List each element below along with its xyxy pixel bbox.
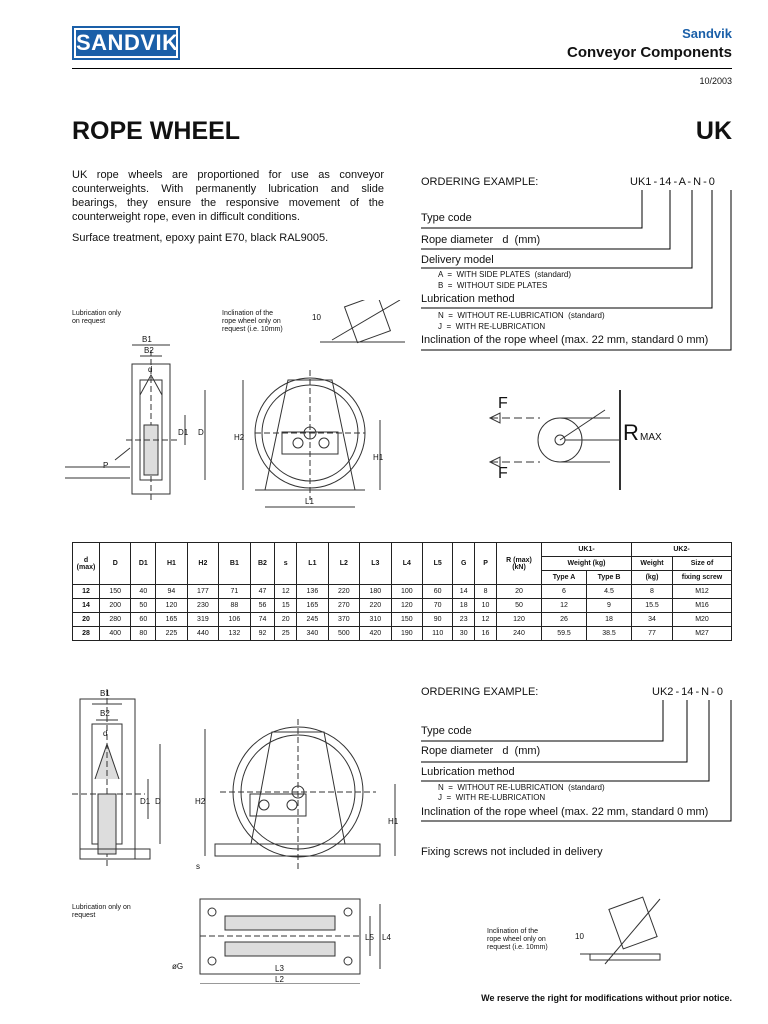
- ordering1-lub-j: J = WITH RE-LUBRICATION: [438, 322, 546, 331]
- ordering2-lub-n: N = WITHOUT RE-LUBRICATION (standard): [438, 783, 605, 792]
- table-cell: 18: [587, 613, 632, 627]
- table-cell: 120: [156, 599, 187, 613]
- table-cell: 80: [131, 627, 156, 641]
- table-cell: 25: [275, 627, 297, 641]
- dim-l3: L3: [275, 964, 284, 973]
- th-d-max: d (max): [73, 543, 100, 585]
- th-fixing-screw: fixing screw: [673, 571, 732, 585]
- ordering1-label: ORDERING EXAMPLE:: [421, 176, 539, 188]
- table-cell: 26: [542, 613, 587, 627]
- table-cell: 225: [156, 627, 187, 641]
- ordering1-rope-diameter: Rope diameter d (mm): [421, 234, 541, 246]
- table-cell: 190: [391, 627, 422, 641]
- table-cell: 319: [187, 613, 218, 627]
- drawing2-inclination-note: Inclination of the rope wheel only on request (i.e. 10mm): [487, 928, 548, 951]
- table-cell: 20: [73, 613, 100, 627]
- table-cell: 136: [297, 585, 328, 599]
- table-cell: M20: [673, 613, 732, 627]
- dim-h1-2: H1: [388, 817, 399, 826]
- table-cell: 220: [360, 599, 391, 613]
- table-header-row: [73, 543, 732, 557]
- dim-l5: L5: [365, 933, 374, 942]
- table-cell: 8: [632, 585, 673, 599]
- document-date: 10/2003: [699, 76, 732, 86]
- page-title: ROPE WHEEL: [72, 117, 241, 145]
- force-r: R: [623, 420, 639, 445]
- table-cell: 420: [360, 627, 391, 641]
- table-cell: 47: [250, 585, 275, 599]
- product-code: UK: [695, 117, 732, 145]
- table-cell: 14: [453, 585, 475, 599]
- table-cell: 4.5: [587, 585, 632, 599]
- table-cell: 77: [632, 627, 673, 641]
- table-cell: 74: [250, 613, 275, 627]
- table-cell: M27: [673, 627, 732, 641]
- table-cell: 177: [187, 585, 218, 599]
- table-cell: 12: [475, 613, 497, 627]
- ordering1-lub-n: N = WITHOUT RE-LUBRICATION (standard): [438, 311, 605, 320]
- ordering1-delivery-b: B = WITHOUT SIDE PLATES: [438, 281, 548, 290]
- table-cell: 120: [497, 613, 542, 627]
- table-cell: 9: [587, 599, 632, 613]
- table-cell: 30: [453, 627, 475, 641]
- dim-h2: H2: [234, 433, 245, 442]
- table-cell: 60: [423, 585, 453, 599]
- table-cell: 110: [423, 627, 453, 641]
- table-cell: 34: [632, 613, 673, 627]
- table-cell: 440: [187, 627, 218, 641]
- th-P: P: [475, 543, 497, 585]
- label-p: P: [103, 461, 109, 470]
- th-L5: L5: [423, 543, 453, 585]
- table-cell: 60: [131, 613, 156, 627]
- table-cell: 230: [187, 599, 218, 613]
- dim-d: d: [148, 365, 153, 374]
- table-cell: 59.5: [542, 627, 587, 641]
- table-cell: 56: [250, 599, 275, 613]
- table-cell: 70: [423, 599, 453, 613]
- th-weight-unit: (kg): [632, 571, 673, 585]
- table-cell: 370: [328, 613, 359, 627]
- table-cell: 20: [275, 613, 297, 627]
- dim-10-2: 10: [575, 932, 584, 941]
- table-cell: 165: [156, 613, 187, 627]
- table-cell: 90: [423, 613, 453, 627]
- table-cell: 20: [497, 585, 542, 599]
- dim-d1: D1: [178, 428, 189, 437]
- table-row: [73, 585, 732, 599]
- th-r-max: R (max) (kN): [497, 543, 542, 585]
- intro-paragraph-2: Surface treatment, epoxy paint E70, black RAL9005.: [72, 232, 329, 244]
- dim-g: øG: [172, 962, 184, 971]
- division-name: Conveyor Components: [566, 44, 732, 61]
- force-f-top: F: [498, 395, 508, 412]
- th-uk1: UK1-: [542, 543, 632, 557]
- dim-d-outer: D: [198, 428, 204, 437]
- table-cell: 150: [100, 585, 131, 599]
- table-row: [73, 613, 732, 627]
- drawing2-lubrication-note: Lubrication only on request: [72, 904, 131, 919]
- th-H2: H2: [187, 543, 218, 585]
- table-cell: 200: [100, 599, 131, 613]
- th-L3: L3: [360, 543, 391, 585]
- th-L1: L1: [297, 543, 328, 585]
- fixing-screws-note: Fixing screws not included in delivery: [421, 846, 603, 858]
- table-cell: M16: [673, 599, 732, 613]
- dim-l2: L2: [275, 975, 284, 984]
- rope-wheel-drawing-uk2: [60, 684, 680, 984]
- table-cell: 6: [542, 585, 587, 599]
- ordering1-delivery-a: A = WITH SIDE PLATES (standard): [438, 270, 572, 279]
- drawing1-lubrication-note: Lubrication only on request: [72, 310, 122, 325]
- dim-h1: H1: [373, 453, 384, 462]
- dim-b1-2: B1: [100, 689, 110, 698]
- ordering2-code: UK2 - 14 - N - 0: [652, 686, 724, 698]
- table-cell: 16: [475, 627, 497, 641]
- table-cell: 106: [219, 613, 250, 627]
- ordering2-label: ORDERING EXAMPLE:: [421, 686, 539, 698]
- table-cell: 12: [542, 599, 587, 613]
- table-cell: 310: [360, 613, 391, 627]
- table-cell: 220: [328, 585, 359, 599]
- table-cell: 240: [497, 627, 542, 641]
- ordering2-rope-diameter: Rope diameter d (mm): [421, 745, 541, 757]
- table-cell: 12: [73, 585, 100, 599]
- th-B1: B1: [219, 543, 250, 585]
- table-cell: 50: [497, 599, 542, 613]
- table-cell: 400: [100, 627, 131, 641]
- dim-b2: B2: [144, 346, 154, 355]
- ordering1-inclination: Inclination of the rope wheel (max. 22 mm, standard 0 mm): [421, 334, 709, 346]
- ordering2-lubrication: Lubrication method: [421, 766, 515, 778]
- dim-d-outer-2: D: [155, 797, 161, 806]
- table-cell: 245: [297, 613, 328, 627]
- table-cell: 12: [275, 585, 297, 599]
- intro-paragraph-1: UK rope wheels are proportioned for use as conveyor counterweights. With permanently lubrication and slide bearings, they ensure the responsive movement of the counterweight rope, even in difficult conditions.: [72, 169, 384, 223]
- dim-b1: B1: [142, 335, 152, 344]
- dim-h2-2: H2: [195, 797, 206, 806]
- dim-b2-2: B2: [100, 709, 110, 718]
- th-D: D: [100, 543, 131, 585]
- table-cell: 15: [275, 599, 297, 613]
- dim-10: 10: [312, 313, 321, 322]
- th-uk2-weight: Weight: [632, 557, 673, 571]
- table-cell: 28: [73, 627, 100, 641]
- table-cell: 92: [250, 627, 275, 641]
- th-H1: H1: [156, 543, 187, 585]
- th-B2: B2: [250, 543, 275, 585]
- table-cell: 94: [156, 585, 187, 599]
- table-cell: 180: [360, 585, 391, 599]
- table-cell: 10: [475, 599, 497, 613]
- table-cell: 40: [131, 585, 156, 599]
- table-cell: 270: [328, 599, 359, 613]
- spec-table: [72, 542, 732, 641]
- ordering1-delivery-model: Delivery model: [421, 254, 494, 266]
- th-uk1-weight: Weight (kg): [542, 557, 632, 571]
- force-max: MAX: [640, 432, 662, 443]
- table-cell: 50: [131, 599, 156, 613]
- dim-s: s: [196, 862, 200, 871]
- table-cell: 165: [297, 599, 328, 613]
- ordering2-inclination: Inclination of the rope wheel (max. 22 mm, standard 0 mm): [421, 806, 709, 818]
- table-cell: 120: [391, 599, 422, 613]
- th-type-b: Type B: [587, 571, 632, 585]
- ordering2-type-code: Type code: [421, 725, 472, 737]
- brand-name: Sandvik: [682, 26, 732, 41]
- th-s: s: [275, 543, 297, 585]
- th-L2: L2: [328, 543, 359, 585]
- table-cell: 280: [100, 613, 131, 627]
- force-f-bottom: F: [498, 465, 508, 482]
- table-row: [73, 599, 732, 613]
- th-D1: D1: [131, 543, 156, 585]
- table-cell: 18: [453, 599, 475, 613]
- table-cell: 38.5: [587, 627, 632, 641]
- dim-l4: L4: [382, 933, 391, 942]
- table-cell: M12: [673, 585, 732, 599]
- th-L4: L4: [391, 543, 422, 585]
- table-cell: 150: [391, 613, 422, 627]
- table-cell: 340: [297, 627, 328, 641]
- dim-l1: L1: [305, 497, 314, 506]
- drawing1-inclination-note: Inclination of the rope wheel only on request (i.e. 10mm): [222, 310, 283, 333]
- th-size-of: Size of: [673, 557, 732, 571]
- ordering2-lub-j: J = WITH RE-LUBRICATION: [438, 793, 546, 802]
- table-row: [73, 627, 732, 641]
- rope-wheel-drawing-uk1: [60, 300, 740, 530]
- table-cell: 88: [219, 599, 250, 613]
- ordering1-lubrication: Lubrication method: [421, 293, 515, 305]
- footer-disclaimer: We reserve the right for modifications without prior notice.: [481, 993, 732, 1003]
- table-cell: 71: [219, 585, 250, 599]
- table-cell: 8: [475, 585, 497, 599]
- table-cell: 132: [219, 627, 250, 641]
- table-cell: 100: [391, 585, 422, 599]
- table-cell: 500: [328, 627, 359, 641]
- ordering1-code: UK1 - 14 - A - N - 0: [630, 176, 715, 188]
- th-G: G: [453, 543, 475, 585]
- table-cell: 15.5: [632, 599, 673, 613]
- logo-text: SANDVIK: [76, 30, 179, 55]
- table-cell: 23: [453, 613, 475, 627]
- th-type-a: Type A: [542, 571, 587, 585]
- th-uk2: UK2-: [632, 543, 732, 557]
- ordering1-type-code: Type code: [421, 212, 472, 224]
- dim-d-2: d: [103, 729, 108, 738]
- dim-d1-2: D1: [140, 797, 151, 806]
- table-cell: 14: [73, 599, 100, 613]
